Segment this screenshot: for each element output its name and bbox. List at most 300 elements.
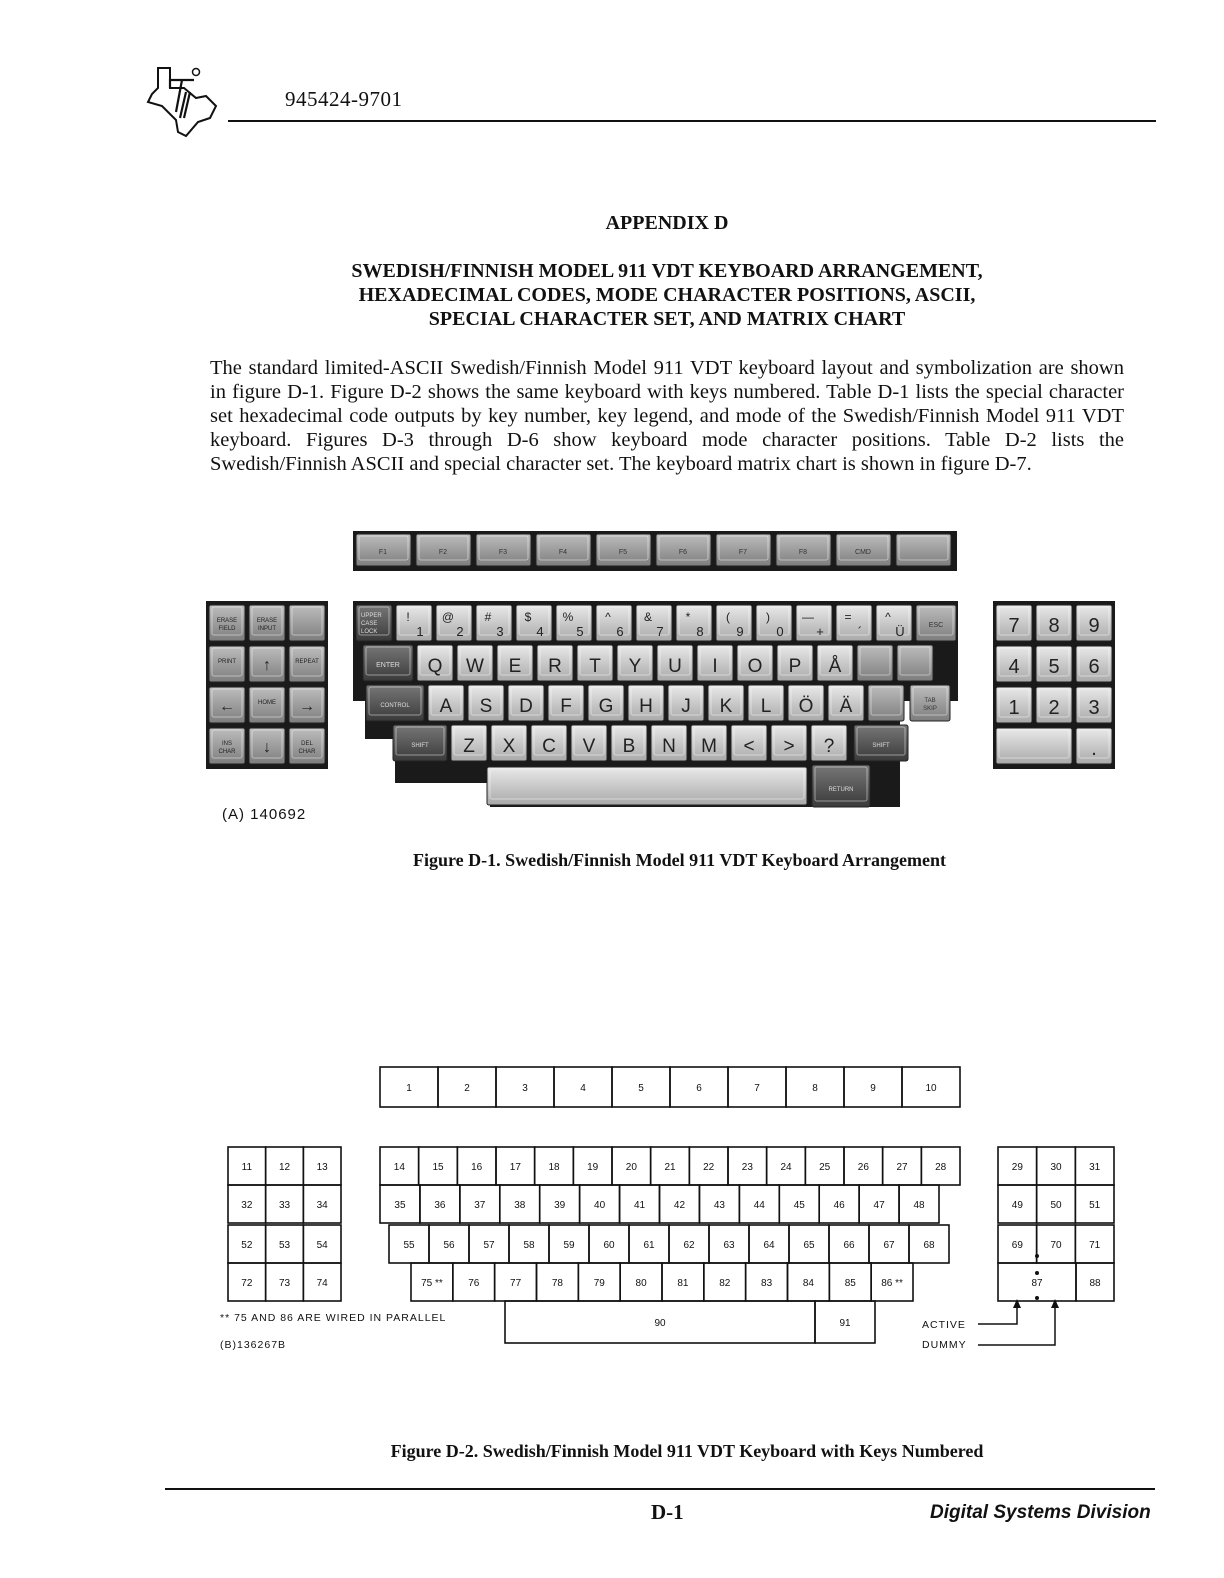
key-number: 25 bbox=[819, 1162, 831, 1173]
wiring-dot bbox=[1035, 1271, 1039, 1275]
numpad-key bbox=[1076, 646, 1112, 682]
function-key-cell bbox=[670, 1067, 728, 1107]
key-number: 39 bbox=[554, 1200, 566, 1211]
key-number: 38 bbox=[514, 1200, 526, 1211]
numpad-legend: 6 bbox=[1088, 656, 1100, 678]
number-row-key bbox=[636, 605, 672, 641]
main-key-cell bbox=[419, 1147, 458, 1185]
division-name: Digital Systems Division bbox=[930, 1502, 1151, 1523]
numpad-legend: 8 bbox=[1048, 615, 1060, 637]
function-key-label: F1 bbox=[378, 549, 388, 556]
key-legend: 0 bbox=[776, 624, 784, 639]
key-number: 42 bbox=[673, 1200, 686, 1211]
key-number: 54 bbox=[316, 1240, 328, 1251]
key-number: 75 ** bbox=[421, 1278, 443, 1289]
key-shift-legend: * bbox=[685, 610, 691, 624]
numpad-legend: 2 bbox=[1048, 697, 1060, 719]
keyboard-photo bbox=[200, 525, 1124, 815]
key-legend: Ü bbox=[895, 624, 905, 639]
main-key-cell bbox=[921, 1147, 960, 1185]
appendix-label: APPENDIX D bbox=[605, 212, 729, 234]
upper-case-lock-label: CASE bbox=[361, 621, 378, 627]
letter-row-key bbox=[691, 725, 727, 761]
page-number: D-1 bbox=[651, 1500, 684, 1524]
key-legend: 5 bbox=[576, 624, 584, 639]
key-number: 61 bbox=[643, 1240, 655, 1251]
main-key-cell bbox=[620, 1263, 662, 1301]
number-row-key bbox=[516, 605, 552, 641]
main-key-cell bbox=[829, 1263, 871, 1301]
document-number: 945424-9701 bbox=[285, 87, 403, 111]
main-key-cell bbox=[411, 1263, 453, 1301]
key-number: 53 bbox=[278, 1240, 291, 1251]
key-number: 32 bbox=[241, 1200, 253, 1211]
key-number: 26 bbox=[857, 1162, 869, 1173]
key-legend: C bbox=[542, 736, 556, 757]
key-number: 55 bbox=[403, 1240, 415, 1251]
function-key-cell bbox=[496, 1067, 554, 1107]
key-shift-legend: $ bbox=[524, 610, 532, 624]
numpad-legend: 7 bbox=[1008, 615, 1020, 637]
title-line-2: HEXADECIMAL CODES, MODE CHARACTER POSITIONS, ASCII, bbox=[358, 284, 976, 306]
key-number: 64 bbox=[763, 1240, 775, 1251]
key-number: 11 bbox=[241, 1162, 253, 1173]
key-legend: M bbox=[701, 736, 717, 757]
key-shift-legend: = bbox=[844, 610, 852, 624]
key-number: 33 bbox=[278, 1200, 291, 1211]
number-row-key bbox=[596, 605, 632, 641]
cluster-key-label: CHAR bbox=[218, 749, 236, 755]
letter-row-key bbox=[857, 645, 893, 681]
key-legend: D bbox=[519, 696, 533, 717]
letter-row-key bbox=[548, 685, 584, 721]
key-number: 83 bbox=[761, 1278, 773, 1289]
key-legend: A bbox=[439, 696, 453, 717]
key-legend: 1 bbox=[416, 624, 424, 639]
main-key-cell bbox=[909, 1225, 949, 1263]
cluster-key-label: REPEAT bbox=[295, 659, 319, 665]
main-key-cell bbox=[844, 1147, 883, 1185]
key-legend: G bbox=[598, 696, 614, 717]
main-key-cell bbox=[509, 1225, 549, 1263]
cluster-key-label: PRINT bbox=[218, 659, 236, 665]
key-number: 51 bbox=[1089, 1200, 1101, 1211]
wiring-dot bbox=[1035, 1296, 1039, 1300]
main-key-cell bbox=[669, 1225, 709, 1263]
letter-row-key bbox=[811, 725, 847, 761]
cluster-key bbox=[209, 605, 245, 641]
key-shift-legend: ^ bbox=[605, 610, 611, 624]
numpad-legend: 1 bbox=[1008, 697, 1020, 719]
return-label: RETURN bbox=[828, 787, 854, 793]
key-legend: 9 bbox=[736, 624, 744, 639]
key-number: 44 bbox=[753, 1200, 765, 1211]
cluster-key-label: CHAR bbox=[298, 749, 316, 755]
tab-skip-label: TAB bbox=[924, 698, 936, 704]
number-row-key bbox=[796, 605, 832, 641]
figure-reference: (B)136267B bbox=[220, 1339, 287, 1351]
key-number: 14 bbox=[393, 1162, 405, 1173]
right-cluster-cell bbox=[998, 1185, 1037, 1223]
left-cluster-cell bbox=[228, 1147, 266, 1185]
key-number: 57 bbox=[483, 1240, 495, 1251]
right-cluster-cell bbox=[1037, 1225, 1076, 1263]
letter-row-key bbox=[617, 645, 653, 681]
cluster-key bbox=[249, 687, 285, 723]
letter-row-key bbox=[628, 685, 664, 721]
key-number: 43 bbox=[713, 1200, 725, 1211]
key-number: 52 bbox=[241, 1240, 253, 1251]
key-number: 40 bbox=[594, 1200, 606, 1211]
key-number: 84 bbox=[802, 1278, 814, 1289]
cluster-key-label: ↓ bbox=[263, 739, 271, 756]
key-number: 2 bbox=[464, 1083, 470, 1094]
letter-row-key bbox=[571, 725, 607, 761]
letter-row-key bbox=[771, 725, 807, 761]
key-legend: 2 bbox=[456, 624, 464, 639]
main-key-cell bbox=[612, 1147, 651, 1185]
cluster-key bbox=[289, 646, 325, 682]
function-key-cell bbox=[786, 1067, 844, 1107]
function-key-cell bbox=[728, 1067, 786, 1107]
function-key-label: F7 bbox=[738, 549, 748, 556]
key-legend: H bbox=[639, 696, 653, 717]
right-cluster-cell bbox=[1075, 1147, 1114, 1185]
numpad-key bbox=[996, 605, 1032, 641]
key-legend: Ö bbox=[798, 696, 814, 717]
main-key-cell bbox=[739, 1185, 779, 1223]
key-number: 9 bbox=[870, 1083, 876, 1094]
key-number: 60 bbox=[603, 1240, 615, 1251]
letter-row-key bbox=[737, 645, 773, 681]
function-key bbox=[356, 534, 411, 566]
key-number: 67 bbox=[883, 1240, 895, 1251]
letter-row-key bbox=[457, 645, 493, 681]
key-legend: J bbox=[681, 696, 691, 717]
wiring-dot bbox=[1035, 1254, 1039, 1258]
title-line-1: SWEDISH/FINNISH MODEL 911 VDT KEYBOARD ARRANGEMENT, bbox=[351, 260, 983, 282]
letter-row-key bbox=[417, 645, 453, 681]
key-number: 17 bbox=[509, 1162, 521, 1173]
main-key-cell bbox=[789, 1225, 829, 1263]
key-number: 81 bbox=[677, 1278, 689, 1289]
key-legend: V bbox=[582, 736, 596, 757]
letter-row-key bbox=[651, 725, 687, 761]
numpad-legend: 9 bbox=[1088, 615, 1100, 637]
letter-row-key bbox=[657, 645, 693, 681]
function-key bbox=[896, 534, 951, 566]
shift-label: SHIFT bbox=[411, 743, 429, 749]
main-key-cell bbox=[469, 1225, 509, 1263]
key-shift-legend: ) bbox=[766, 610, 770, 624]
key-legend: 8 bbox=[696, 624, 704, 639]
letter-row-key bbox=[537, 645, 573, 681]
key-number: 58 bbox=[523, 1240, 535, 1251]
cluster-key bbox=[289, 728, 325, 764]
letter-row-key bbox=[577, 645, 613, 681]
key-number: 24 bbox=[780, 1162, 792, 1173]
cluster-key-label: ↑ bbox=[263, 657, 271, 674]
header-rule bbox=[228, 120, 1156, 122]
function-key-cell bbox=[554, 1067, 612, 1107]
space-key-cell bbox=[505, 1301, 815, 1343]
key-legend: 3 bbox=[496, 624, 504, 639]
key-number: 50 bbox=[1050, 1200, 1062, 1211]
left-cluster-cell bbox=[228, 1185, 266, 1223]
main-key-cell bbox=[660, 1185, 700, 1223]
main-key-cell bbox=[899, 1185, 939, 1223]
cluster-key-label: → bbox=[299, 698, 315, 715]
main-key-cell bbox=[767, 1147, 806, 1185]
key-legend: 4 bbox=[536, 624, 544, 639]
function-key bbox=[416, 534, 471, 566]
function-key-label: F3 bbox=[498, 549, 508, 556]
key-number: 1 bbox=[406, 1083, 412, 1094]
tab-skip-label: SKIP bbox=[923, 706, 937, 712]
letter-row-key bbox=[531, 725, 567, 761]
letter-row-key bbox=[897, 645, 933, 681]
function-key bbox=[476, 534, 531, 566]
numpad-key bbox=[1076, 728, 1112, 764]
key-legend: + bbox=[816, 624, 824, 639]
function-key bbox=[656, 534, 711, 566]
shift-label: SHIFT bbox=[872, 743, 890, 749]
letter-row-key bbox=[777, 645, 813, 681]
letter-row-key bbox=[668, 685, 704, 721]
number-row-key bbox=[756, 605, 792, 641]
letter-row-key bbox=[708, 685, 744, 721]
key-number: 12 bbox=[278, 1162, 291, 1173]
function-key bbox=[536, 534, 591, 566]
main-key-cell bbox=[629, 1225, 669, 1263]
cluster-key bbox=[289, 605, 325, 641]
main-key-cell bbox=[805, 1147, 844, 1185]
function-key-label: F4 bbox=[558, 549, 568, 556]
key-legend: R bbox=[548, 656, 562, 677]
key-number: 35 bbox=[394, 1200, 406, 1211]
key-number: 76 bbox=[468, 1278, 480, 1289]
letter-row-key bbox=[428, 685, 464, 721]
main-key-cell bbox=[779, 1185, 819, 1223]
active-line bbox=[978, 1308, 1017, 1324]
key-legend: B bbox=[622, 736, 636, 757]
key-number: 4 bbox=[580, 1083, 586, 1094]
key-number: 65 bbox=[803, 1240, 815, 1251]
function-key-cell bbox=[438, 1067, 496, 1107]
key-legend: ? bbox=[823, 736, 835, 757]
function-key-label: F6 bbox=[678, 549, 688, 556]
key-shift-legend: — bbox=[802, 610, 814, 624]
left-cluster-cell bbox=[266, 1147, 304, 1185]
key-number: 82 bbox=[719, 1278, 731, 1289]
key-legend: > bbox=[783, 736, 795, 757]
main-key-cell bbox=[535, 1147, 574, 1185]
right-shift-key bbox=[854, 725, 908, 761]
key-number: 46 bbox=[833, 1200, 845, 1211]
main-key-cell bbox=[420, 1185, 460, 1223]
letter-row-key bbox=[497, 645, 533, 681]
main-key-cell bbox=[869, 1225, 909, 1263]
letter-row-key bbox=[451, 725, 487, 761]
key-legend: Z bbox=[463, 736, 475, 757]
main-key-cell bbox=[871, 1263, 913, 1301]
key-number: 47 bbox=[873, 1200, 885, 1211]
key-number: 23 bbox=[741, 1162, 753, 1173]
main-key-cell bbox=[573, 1147, 612, 1185]
intro-paragraph: The standard limited-ASCII Swedish/Finnish Model 911 VDT keyboard layout and symbolization are shown in figure D-1. Figure D-2 shows the same keyboard with keys numbered. Table D-1 lists the special character set hexadecimal code outputs by key number, key legend, and mode of the Swedish/Finnish Model 911 VDT keyboard. Figures D-3 through D-6 show keyboard mode character positions. Table D-2 lists the Swedish/Finnish ASCII and special character set. The keyboard matrix chart is shown in figure D-7. bbox=[210, 357, 1124, 475]
key-number: 63 bbox=[723, 1240, 735, 1251]
key-legend: W bbox=[466, 656, 484, 677]
cluster-key bbox=[209, 646, 245, 682]
letter-row-key bbox=[468, 685, 504, 721]
enter-key bbox=[363, 645, 413, 681]
key-number: 31 bbox=[1089, 1162, 1101, 1173]
key-shift-legend: & bbox=[643, 610, 653, 624]
main-key-cell bbox=[496, 1147, 535, 1185]
cluster-key-label: INS bbox=[221, 741, 233, 747]
left-cluster-cell bbox=[303, 1225, 341, 1263]
key-legend: K bbox=[719, 696, 733, 717]
key-number: 66 bbox=[843, 1240, 855, 1251]
parallel-wiring-note: ** 75 AND 86 ARE WIRED IN PARALLEL bbox=[220, 1312, 447, 1324]
main-key-cell bbox=[453, 1263, 495, 1301]
right-cluster-cell bbox=[1037, 1185, 1076, 1223]
key-number: 6 bbox=[696, 1083, 702, 1094]
number-row-key bbox=[556, 605, 592, 641]
key-legend: N bbox=[662, 736, 676, 757]
key-number: 48 bbox=[913, 1200, 925, 1211]
main-key-cell bbox=[537, 1263, 579, 1301]
right-cluster-cell bbox=[998, 1263, 1076, 1301]
key-shift-legend: % bbox=[562, 610, 574, 624]
key-legend: X bbox=[502, 736, 516, 757]
numpad-legend: 3 bbox=[1088, 697, 1100, 719]
numpad-key bbox=[1076, 687, 1112, 723]
return-key-cell bbox=[815, 1301, 875, 1343]
letter-row-key bbox=[508, 685, 544, 721]
number-row-key bbox=[676, 605, 712, 641]
right-cluster-cell bbox=[1075, 1225, 1114, 1263]
main-key-cell bbox=[709, 1225, 749, 1263]
numpad-key bbox=[996, 646, 1032, 682]
numpad-legend: 4 bbox=[1008, 656, 1020, 678]
key-number: 78 bbox=[551, 1278, 563, 1289]
numpad-key bbox=[996, 728, 1072, 764]
letter-row-key bbox=[868, 685, 904, 721]
main-key-cell bbox=[549, 1225, 589, 1263]
key-number: 5 bbox=[638, 1083, 644, 1094]
number-row-key bbox=[396, 605, 432, 641]
esc-label: ESC bbox=[928, 622, 944, 629]
key-shift-legend: ! bbox=[406, 610, 410, 624]
number-row-key bbox=[436, 605, 472, 641]
main-key-cell bbox=[859, 1185, 899, 1223]
numpad-key bbox=[1036, 646, 1072, 682]
control-label: CONTROL bbox=[380, 703, 410, 709]
key-number: 18 bbox=[548, 1162, 560, 1173]
function-key-label: F5 bbox=[618, 549, 628, 556]
left-cluster-cell bbox=[228, 1225, 266, 1263]
key-number: 15 bbox=[432, 1162, 444, 1173]
cluster-key-label: DEL bbox=[301, 741, 313, 747]
cluster-key-label: ERASE bbox=[256, 618, 278, 624]
key-number: 56 bbox=[443, 1240, 455, 1251]
function-key-label: F2 bbox=[438, 549, 448, 556]
main-key-cell bbox=[380, 1185, 420, 1223]
main-key-cell bbox=[746, 1263, 788, 1301]
main-key-cell bbox=[883, 1147, 922, 1185]
left-cluster-cell bbox=[303, 1263, 341, 1301]
function-key-cell bbox=[844, 1067, 902, 1107]
key-legend: F bbox=[560, 696, 572, 717]
letter-row-key bbox=[697, 645, 733, 681]
key-legend: Å bbox=[828, 656, 842, 677]
number-row-key bbox=[876, 605, 912, 641]
keys-numbered-diagram bbox=[0, 1050, 1224, 1370]
function-key bbox=[596, 534, 651, 566]
key-number: 80 bbox=[635, 1278, 647, 1289]
main-key-cell bbox=[389, 1225, 429, 1263]
upper-case-lock-label: LOCK bbox=[361, 629, 378, 635]
key-legend: S bbox=[479, 696, 493, 717]
main-key-cell bbox=[689, 1147, 728, 1185]
key-number: 3 bbox=[522, 1083, 528, 1094]
key-number: 30 bbox=[1050, 1162, 1062, 1173]
numpad-key bbox=[1036, 605, 1072, 641]
main-key-cell bbox=[699, 1185, 739, 1223]
main-key-cell bbox=[819, 1185, 859, 1223]
key-legend: O bbox=[747, 656, 763, 677]
key-number: 7 bbox=[754, 1083, 760, 1094]
photo-reference: (A) 140692 bbox=[222, 806, 307, 823]
control-key bbox=[366, 685, 424, 721]
key-number: 91 bbox=[839, 1318, 851, 1329]
main-key-cell bbox=[429, 1225, 469, 1263]
tab-skip-key bbox=[910, 685, 950, 721]
main-key-cell bbox=[829, 1225, 869, 1263]
letter-row-key bbox=[788, 685, 824, 721]
key-number: 29 bbox=[1011, 1162, 1023, 1173]
letter-row-key bbox=[491, 725, 527, 761]
cluster-key bbox=[209, 728, 245, 764]
key-number: 8 bbox=[812, 1083, 818, 1094]
left-cluster-cell bbox=[266, 1185, 304, 1223]
main-key-cell bbox=[749, 1225, 789, 1263]
left-cluster-cell bbox=[228, 1263, 266, 1301]
key-shift-legend: @ bbox=[441, 610, 455, 624]
key-number: 77 bbox=[510, 1278, 522, 1289]
key-number: 90 bbox=[654, 1318, 666, 1329]
right-cluster-cell bbox=[998, 1225, 1037, 1263]
return-key bbox=[812, 765, 870, 807]
key-legend: Q bbox=[427, 656, 443, 677]
key-number: 13 bbox=[316, 1162, 328, 1173]
key-legend: 7 bbox=[656, 624, 664, 639]
footer-rule bbox=[165, 1488, 1155, 1490]
key-number: 62 bbox=[683, 1240, 695, 1251]
cluster-key bbox=[209, 687, 245, 723]
function-key-cell bbox=[902, 1067, 960, 1107]
main-key-cell bbox=[380, 1147, 419, 1185]
left-cluster-cell bbox=[303, 1147, 341, 1185]
figure-d2-caption: Figure D-2. Swedish/Finnish Model 911 VDT Keyboard with Keys Numbered bbox=[390, 1441, 984, 1461]
key-number: 72 bbox=[241, 1278, 253, 1289]
right-cluster-cell bbox=[1075, 1185, 1114, 1223]
letter-row-key bbox=[817, 645, 853, 681]
key-number: 73 bbox=[278, 1278, 291, 1289]
key-number: 36 bbox=[434, 1200, 446, 1211]
numpad-key bbox=[996, 687, 1032, 723]
